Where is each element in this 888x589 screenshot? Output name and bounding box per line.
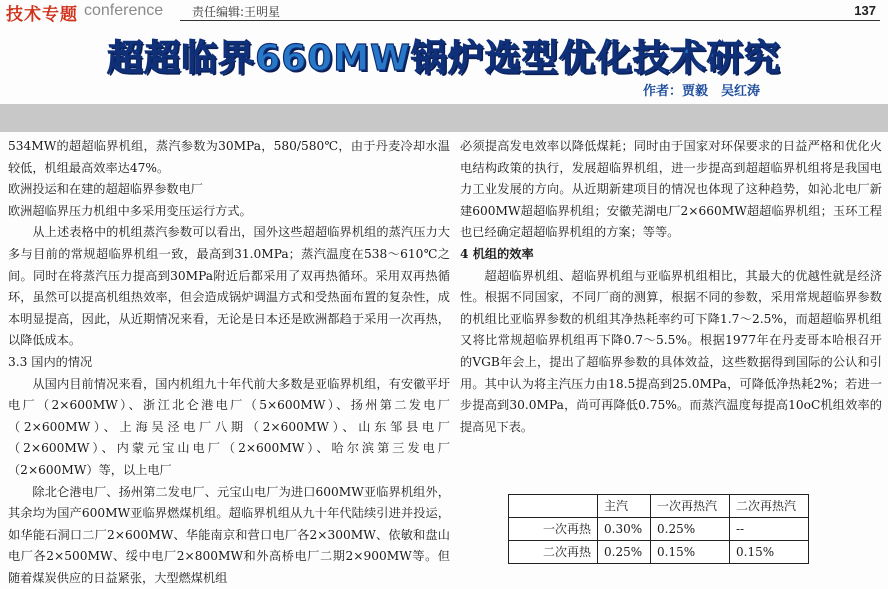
efficiency-table	[508, 494, 809, 564]
table-cell: 0.15%	[730, 541, 809, 564]
table-row	[509, 518, 809, 541]
table-header-cell: 二次再热汽	[730, 495, 809, 518]
column-brand: 技术专题	[6, 0, 78, 25]
table-cell: --	[730, 518, 809, 541]
table-row-label: 一次再热	[509, 518, 598, 541]
article-authors: 作者：贾毅 吴红涛	[643, 80, 760, 99]
table-header-cell: 一次再热汽	[651, 495, 730, 518]
header-rule	[180, 20, 880, 21]
table-cell: 0.25%	[598, 541, 651, 564]
paragraph: 必须提高发电效率以降低煤耗；同时由于国家对环保要求的日益严格和优化火电结构政策的执行，发展超临界机组，进一步提高到超超临界机组将是我国电力工业发展的方向。从近期新建项目的情况也体现了这种趋势，如沁北电厂新建600MW超超临界机组；安徽芜湖电厂2×660MW超超临界机组；玉环工程也已经确定超超临界机组的方案；等等。	[460, 136, 882, 244]
column-brand-en: conference	[84, 2, 163, 20]
editor-credit: 责任编辑:王明星	[192, 3, 280, 20]
table-cell: 0.25%	[651, 518, 730, 541]
table-row	[509, 541, 809, 564]
page-header	[0, 0, 888, 22]
paragraph: 欧洲超临界压力机组中多采用变压运行方式。	[8, 201, 450, 223]
paragraph: 欧洲投运和在建的超超临界参数电厂	[8, 179, 450, 201]
title-divider-bar	[0, 104, 888, 132]
left-column	[8, 136, 450, 589]
table-cell: 0.30%	[598, 518, 651, 541]
section-heading: 3.3 国内的情况	[8, 352, 450, 374]
article-title: 超超临界660MW锅炉选型优化技术研究	[0, 30, 888, 81]
paragraph: 从国内目前情况来看，国内机组九十年代前大多数是亚临界机组，有安徽平圩电厂（2×600MW）、浙江北仑港电厂（5×600MW）、扬州第二发电厂（2×600MW）、上海吴泾电厂八期（2×600MW）、山东邹县电厂（2×600MW）、内蒙元宝山电厂（2×600MW）、哈尔滨第三发电厂（2×600MW）等，以上电厂	[8, 374, 450, 482]
table-header-cell: 主汽	[598, 495, 651, 518]
section-heading: 4 机组的效率	[460, 244, 882, 266]
table-row-label: 二次再热	[509, 541, 598, 564]
paragraph: 除北仑港电厂、扬州第二发电厂、元宝山电厂为进口600MW亚临界机组外，其余均为国产600MW亚临界燃煤机组。超临界机组从九十年代陆续引进并投运，如华能石洞口二厂2×600MW、华能南京和营口电厂各2×300MW、依敏和盘山电厂各2×500MW、绥中电厂2×800MW和外高桥电厂二期2×900MW等。但随着煤炭供应的日益紧张，大型燃煤机组	[8, 482, 450, 589]
paragraph: 超超临界机组、超临界机组与亚临界机组相比，其最大的优越性就是经济性。根据不同国家，不同厂商的测算，根据不同的参数，采用常规超临界参数的机组比亚临界参数的机组其净热耗率约可下降1.7～2.5%，而超超临界机组又将比常规超临界机组再下降0.7～5.5%。根据1977年在丹麦哥本哈根召开的VGB年会上，提出了超临界参数的具体效益，这些数据得到国际的公认和引用。其中认为将主汽压力由18.5提高到25.0MPa，可降低净热耗2%；若进一步提高到30.0MPa，尚可再降低0.75%。而蒸汽温度每提高10oC机组效率的提高见下表。	[460, 266, 882, 439]
table-cell: 0.15%	[651, 541, 730, 564]
page-number: 137	[854, 3, 876, 18]
table-cell	[509, 495, 598, 518]
right-column	[460, 136, 882, 438]
paragraph: 从上述表格中的机组蒸汽参数可以看出，国外这些超超临界机组的蒸汽压力大多与目前的常规超临界机组一致，最高到31.0MPa；蒸汽温度在538～610℃之间。同时在将蒸汽压力提高到30MPa附近后都采用了双再热循环。采用双再热循环，虽然可以提高机组热效率，但会造成锅炉调温方式和受热面布置的复杂性，成本明显提高，因此，从近期情况来看，无论是日本还是欧洲都趋于采用一次再热，以降低成本。	[8, 222, 450, 352]
table-header-row	[509, 495, 809, 518]
paragraph: 534MW的超超临界机组，蒸汽参数为30MPa，580/580℃，由于丹麦冷却水温较低，机组最高效率达47%。	[8, 136, 450, 179]
